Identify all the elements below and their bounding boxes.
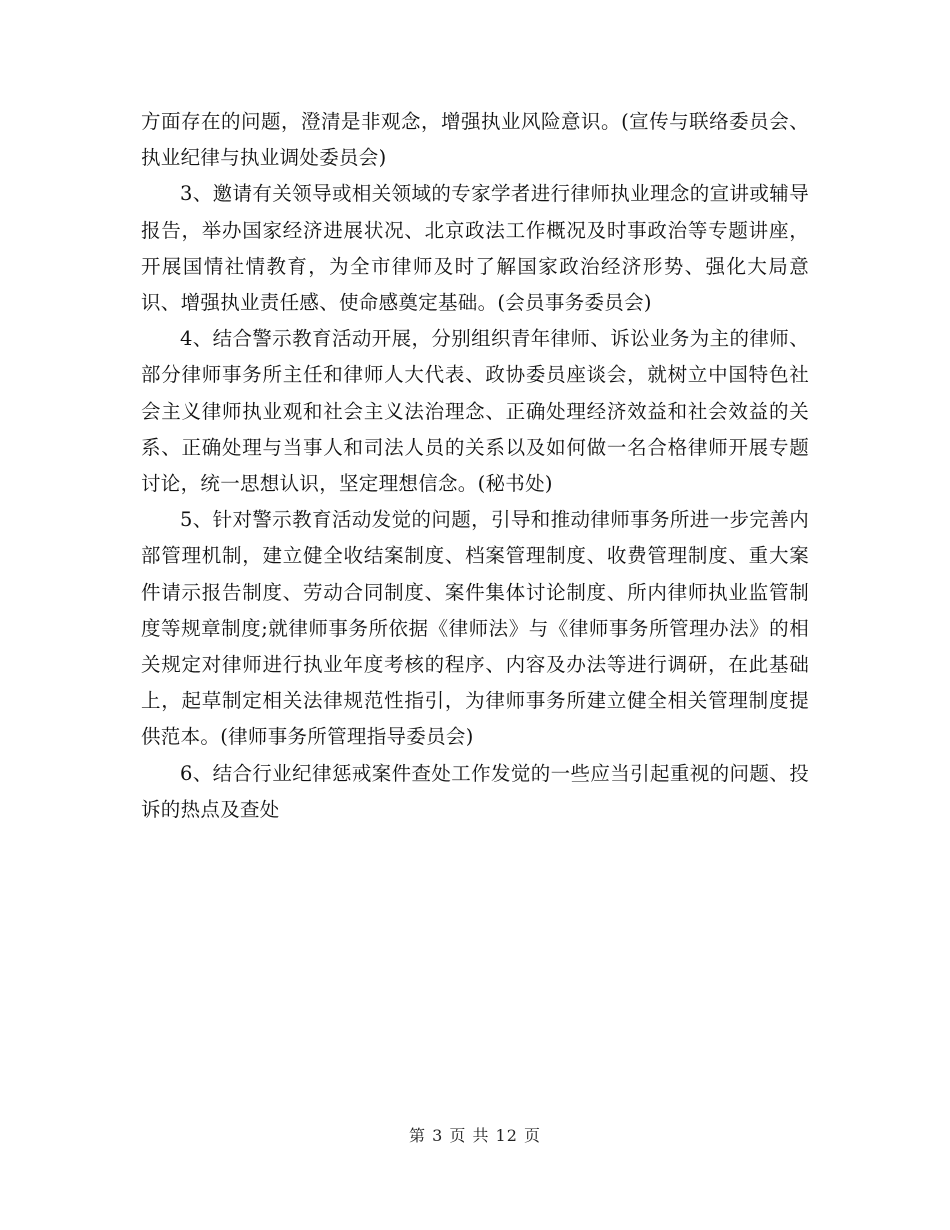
paragraph-item-4: 4、结合警示教育活动开展，分别组织青年律师、诉讼业务为主的律师、部分律师事务所主任和律师人大代表、政协委员座谈会，就树立中国特色社会主义律师执业观和社会主义法治理念、正确处理经济效益和社会效益的关系、正确处理与当事人和司法人员的关系以及如何做一名合格律师开展专题讨论，统一思想认识，坚定理想信念。(秘书处) [141, 327, 809, 496]
paragraph-item-3: 3、邀请有关领导或相关领域的专家学者进行律师执业理念的宣讲或辅导报告，举办国家经济进展状况、北京政法工作概况及时事政治等专题讲座，开展国情社情教育，为全市律师及时了解国家政治经济形势、强化大局意识、增强执业责任感、使命感奠定基础。(会员事务委员会) [141, 182, 809, 315]
paragraph-item-6: 6、结合行业纪律惩戒案件查处工作发觉的一些应当引起重视的问题、投诉的热点及查处 [141, 761, 809, 821]
paragraph-item-5: 5、针对警示教育活动发觉的问题，引导和推动律师事务所进一步完善内部管理机制，建立健全收结案制度、档案管理制度、收费管理制度、重大案件请示报告制度、劳动合同制度、案件集体讨论制度、所内律师执业监管制度等规章制度;就律师事务所依据《律师法》与《律师事务所管理办法》的相关规定对律师进行执业年度考核的程序、内容及办法等进行调研，在此基础上，起草制定相关法律规范性指引，为律师事务所建立健全相关管理制度提供范本。(律师事务所管理指导委员会) [141, 508, 809, 749]
page-number-footer: 第 3 页 共 12 页 [409, 1126, 541, 1145]
paragraph-continuation: 方面存在的问题，澄清是非观念，增强执业风险意识。(宣传与联络委员会、执业纪律与执业调处委员会) [141, 110, 809, 170]
document-body [141, 104, 809, 828]
